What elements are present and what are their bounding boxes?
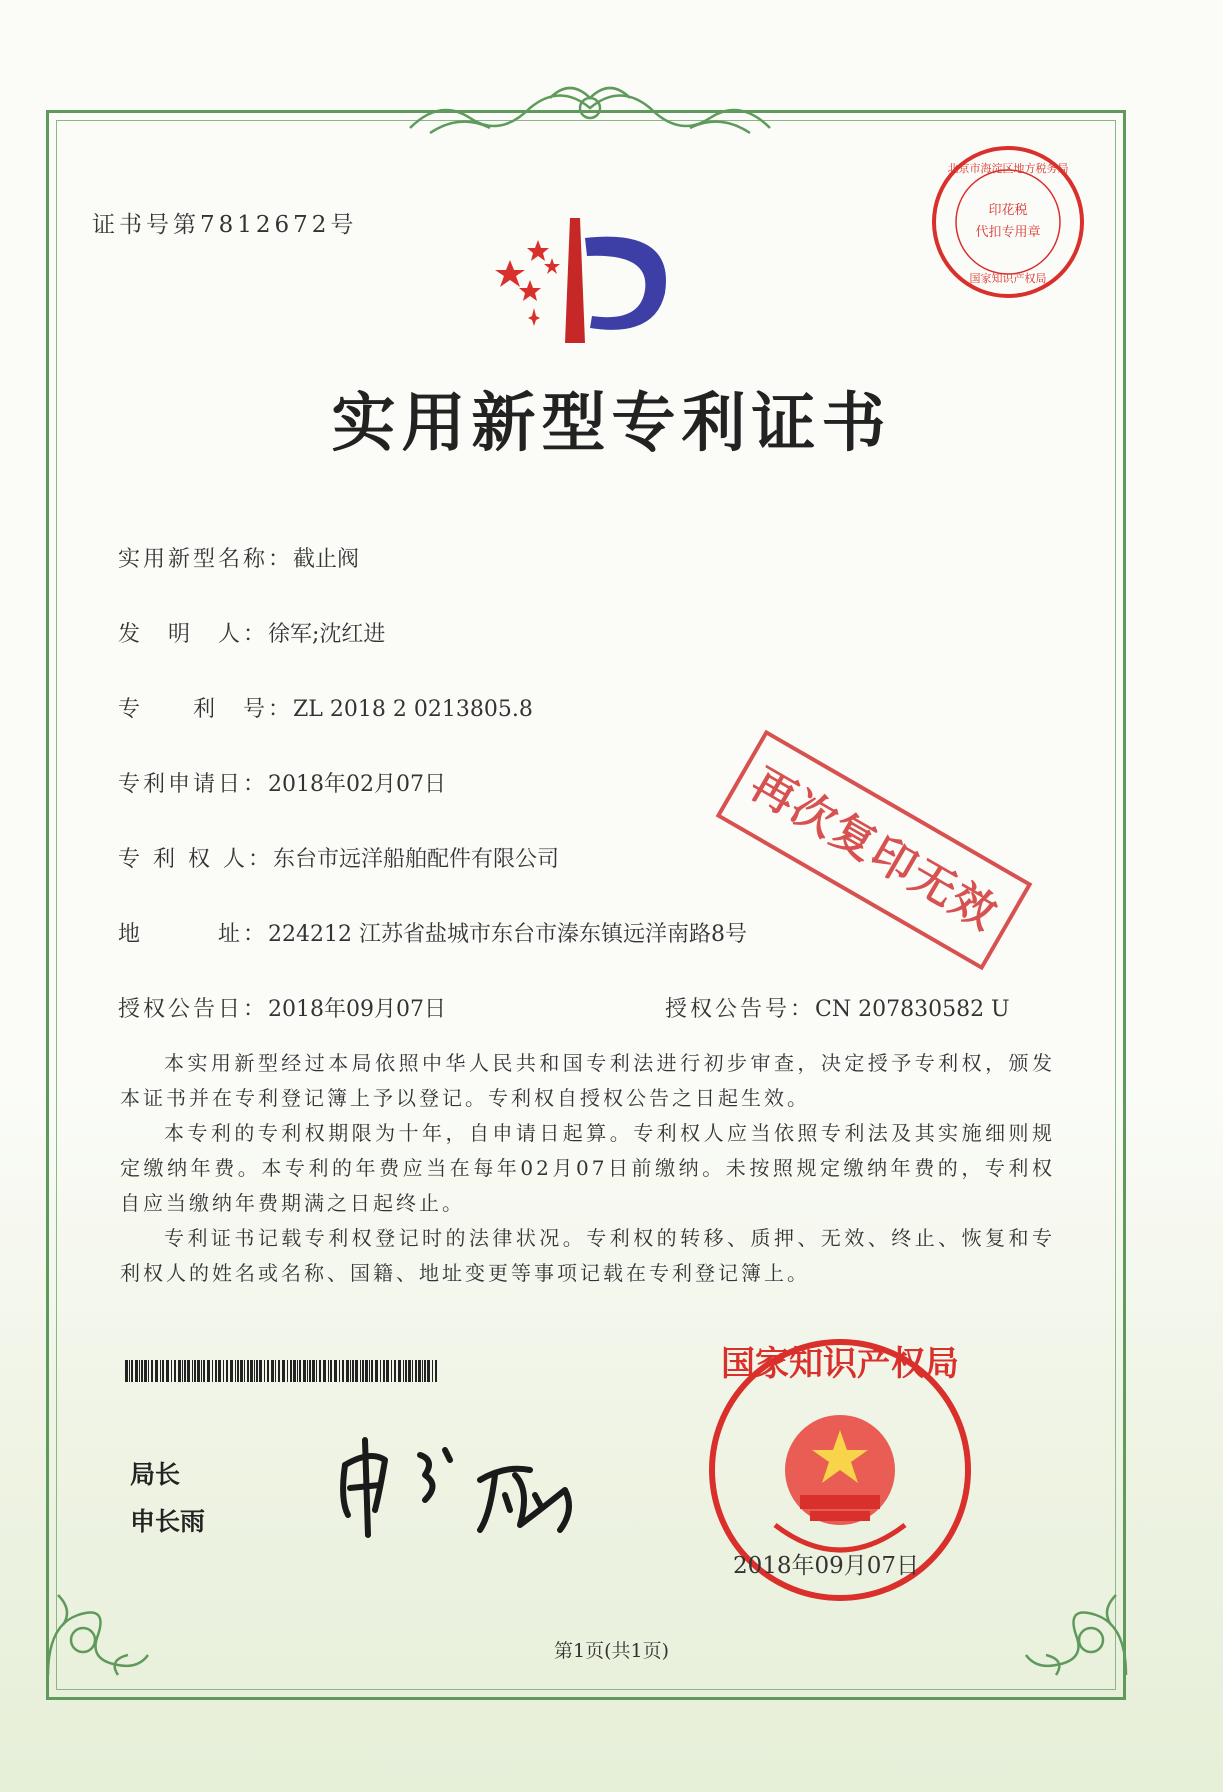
barcode-bar [290, 1360, 292, 1382]
barcode-bar [365, 1360, 368, 1382]
barcode-bar [247, 1360, 249, 1382]
barcode-bar [297, 1360, 298, 1382]
barcode-bar [339, 1360, 340, 1382]
barcode-bar [403, 1360, 404, 1382]
barcode-bar [287, 1360, 288, 1382]
barcode-bar [256, 1360, 258, 1382]
tax-seal-line2: 印花税 [988, 203, 1028, 218]
barcode-icon [125, 1360, 440, 1382]
barcode-bar [125, 1360, 128, 1382]
field-apply-date [118, 767, 446, 798]
barcode-bar [230, 1360, 233, 1382]
barcode-bar [319, 1360, 321, 1382]
barcode-bar [375, 1360, 378, 1382]
barcode-bar [223, 1360, 224, 1382]
barcode-bar [129, 1360, 130, 1382]
barcode-bar [278, 1360, 280, 1382]
barcode-bar [264, 1360, 265, 1382]
field-grant-date-label: 授权公告日： [118, 997, 269, 1022]
barcode-bar [166, 1360, 169, 1382]
field-grant-date [118, 992, 446, 1023]
barcode-bar [391, 1360, 392, 1382]
barcode-bar [215, 1360, 217, 1382]
barcode-bar [432, 1360, 433, 1382]
barcode-bar [151, 1360, 153, 1382]
barcode-bar [328, 1360, 329, 1382]
barcode-bar [405, 1360, 407, 1382]
barcode-bar [342, 1360, 344, 1382]
barcode-bar [182, 1360, 183, 1382]
field-grant-no-label: 授权公告号： [665, 997, 816, 1022]
barcode-bar [422, 1360, 423, 1382]
field-name-value: 截止阀 [293, 547, 360, 572]
barcode-bar [427, 1360, 430, 1382]
certificate-number: 证书号第7812672号 [92, 212, 358, 238]
director-title: 局长 [130, 1460, 181, 1489]
field-patent-no [118, 692, 533, 723]
field-patentee-value: 东台市远洋船舶配件有限公司 [272, 847, 559, 872]
director-name: 申长雨 [130, 1507, 206, 1536]
field-patentee [118, 842, 559, 873]
barcode-bar [386, 1360, 389, 1382]
barcode-bar [212, 1360, 213, 1382]
barcode-bar [398, 1360, 401, 1382]
seal-date: 2018年09月07日 [733, 1553, 920, 1579]
barcode-bar [424, 1360, 426, 1382]
barcode-bar [355, 1360, 358, 1382]
barcode-bar [369, 1360, 370, 1382]
barcode-bar [303, 1360, 306, 1382]
tax-seal-icon [928, 142, 1088, 302]
seal-text: 国家知识产权局 [721, 1344, 959, 1384]
tax-seal-line4: 国家知识产权局 [969, 272, 1047, 285]
barcode-bar [187, 1360, 190, 1382]
barcode-bar [307, 1360, 308, 1382]
barcode-bar [408, 1360, 411, 1382]
barcode-bar [350, 1360, 351, 1382]
barcode-bar [244, 1360, 245, 1382]
barcode-bar [259, 1360, 262, 1382]
barcode-bar [418, 1360, 421, 1382]
barcode-bar [254, 1360, 255, 1382]
barcode-bar [334, 1360, 337, 1382]
barcode-bar [360, 1360, 361, 1382]
barcode-bar [197, 1360, 200, 1382]
barcode-bar [383, 1360, 385, 1382]
certificate-title: 实用新型专利证书 [331, 386, 892, 461]
field-patentee-label: 专 利 权 人： [118, 847, 273, 872]
barcode-bar [139, 1360, 140, 1382]
barcode-bar [293, 1360, 296, 1382]
barcode-bar [192, 1360, 193, 1382]
barcode-bar [275, 1360, 276, 1382]
barcode-bar [203, 1360, 205, 1382]
field-address [118, 917, 747, 948]
body-text [120, 1046, 1055, 1291]
barcode-bar [362, 1360, 364, 1382]
barcode-bar [271, 1360, 274, 1382]
field-inventor [118, 617, 385, 648]
barcode-bar [380, 1360, 381, 1382]
invalid-copy-stamp: 再次复印无效 [716, 730, 1033, 971]
field-inventor-value: 徐军;沈红进 [268, 622, 386, 647]
barcode-bar [135, 1360, 138, 1382]
barcode-bar [352, 1360, 354, 1382]
top-ornament-icon [400, 78, 780, 148]
tax-seal-line3: 代扣专用章 [975, 225, 1041, 240]
field-grant-date-value: 2018年09月07日 [268, 997, 446, 1022]
field-apply-date-label: 专利申请日： [118, 772, 269, 797]
barcode-bar [235, 1360, 236, 1382]
barcode-bar [207, 1360, 210, 1382]
barcode-bar [184, 1360, 186, 1382]
barcode-bar [309, 1360, 311, 1382]
barcode-bar [178, 1360, 181, 1382]
barcode-bar [174, 1360, 176, 1382]
field-address-label: 地 址： [118, 922, 269, 947]
field-apply-date-value: 2018年02月07日 [268, 772, 446, 797]
barcode-bar [312, 1360, 315, 1382]
barcode-bar [412, 1360, 413, 1382]
patent-office-logo-icon [490, 198, 690, 348]
tax-seal-line1: 北京市海淀区地方税务局 [947, 162, 1069, 175]
barcode-bar [435, 1360, 437, 1382]
barcode-bar [144, 1360, 147, 1382]
barcode-bar [155, 1360, 158, 1382]
barcode-bar [316, 1360, 317, 1382]
field-grant-no-value: CN 207830582 U [815, 997, 1010, 1022]
field-inventor-label: 发 明 人： [118, 622, 269, 647]
barcode-bar [394, 1360, 396, 1382]
barcode-bar [131, 1360, 133, 1382]
signature-icon [330, 1430, 590, 1540]
barcode-bar [371, 1360, 373, 1382]
barcode-bar [218, 1360, 221, 1382]
page-footer: 第1页(共1页) [553, 1640, 669, 1662]
body-paragraph-3: 专利证书记载专利权登记时的法律状况。专利权的转移、质押、无效、终止、恢复和专利权人的姓名或名称、国籍、地址变更等事项记载在专利登记簿上。 [120, 1226, 1055, 1285]
barcode-bar [346, 1360, 349, 1382]
field-name-label: 实用新型名称： [118, 547, 294, 572]
barcode-bar [201, 1360, 202, 1382]
barcode-bar [323, 1360, 326, 1382]
barcode-bar [148, 1360, 149, 1382]
field-patent-no-label: 专 利 号： [118, 697, 294, 722]
barcode-bar [415, 1360, 417, 1382]
field-grant-no [665, 992, 1010, 1023]
barcode-bar [250, 1360, 253, 1382]
barcode-bar [330, 1360, 332, 1382]
field-name [118, 542, 359, 573]
barcode-bar [226, 1360, 228, 1382]
barcode-bar [282, 1360, 285, 1382]
barcode-bar [237, 1360, 239, 1382]
body-paragraph-2: 本专利的专利权期限为十年，自申请日起算。专利权人应当依照专利法及其实施细则规定缴纳年费。本专利的年费应当在每年02月07日前缴纳。未按照规定缴纳年费的，专利权自应当缴纳年费期满之日起终止。 [120, 1121, 1055, 1215]
field-address-value: 224212 江苏省盐城市东台市溱东镇远洋南路8号 [268, 922, 747, 947]
barcode-bar [160, 1360, 161, 1382]
barcode-bar [194, 1360, 196, 1382]
corner-ornament-icon [38, 1565, 158, 1685]
barcode-bar [162, 1360, 164, 1382]
barcode-bar [267, 1360, 269, 1382]
barcode-bar [171, 1360, 172, 1382]
barcode-bar [240, 1360, 243, 1382]
barcode-bar [141, 1360, 143, 1382]
barcode-bar [299, 1360, 301, 1382]
body-paragraph-1: 本实用新型经过本局依照中华人民共和国专利法进行初步审查，决定授予专利权，颁发本证书并在专利登记簿上予以登记。专利权自授权公告之日起生效。 [120, 1051, 1055, 1110]
field-patent-no-value: ZL 2018 2 0213805.8 [293, 697, 533, 722]
corner-ornament-icon [1016, 1565, 1136, 1685]
